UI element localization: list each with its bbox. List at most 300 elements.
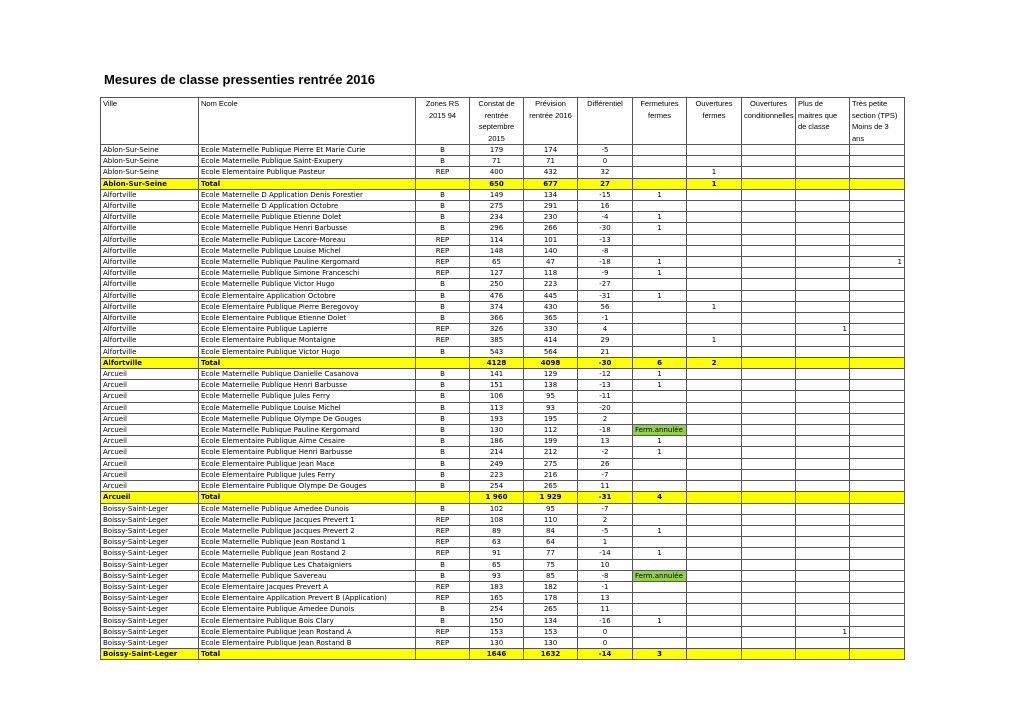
- cell-ouvertures: [687, 212, 742, 223]
- cell-zone: B: [416, 145, 470, 156]
- cell-ville: Alfortville: [101, 257, 199, 268]
- cell-plus-de-maitres: [796, 369, 850, 380]
- cell-ville: Arcueil: [101, 458, 199, 469]
- cell-ouvertures: [687, 223, 742, 234]
- cell-ouvertures-cond: [742, 525, 796, 536]
- cell-ouvertures-cond: [742, 413, 796, 424]
- cell-ville: Boissy-Saint-Leger: [101, 537, 199, 548]
- cell-plus-de-maitres: [796, 637, 850, 648]
- cell-ouvertures: 2: [687, 357, 742, 368]
- table-body: [101, 145, 905, 660]
- cell-constat: 127: [470, 268, 524, 279]
- cell-nom-ecole: Ecole Elementaire Jacques Prevert A: [199, 581, 416, 592]
- cell-prevision: 130: [524, 637, 578, 648]
- table-row: [101, 268, 905, 279]
- cell-differentiel: 0: [578, 156, 633, 167]
- cell-prevision: 118: [524, 268, 578, 279]
- cell-differentiel: -1: [578, 313, 633, 324]
- cell-ouvertures: [687, 346, 742, 357]
- table-row: [101, 189, 905, 200]
- cell-nom-ecole: Ecole Elementaire Application Octobre: [199, 290, 416, 301]
- cell-constat: 1646: [470, 649, 524, 660]
- table-row: [101, 245, 905, 256]
- cell-prevision: 110: [524, 514, 578, 525]
- cell-ouvertures: [687, 391, 742, 402]
- table-row: [101, 447, 905, 458]
- cell-ville: Ablon-Sur-Seine: [101, 156, 199, 167]
- cell-ville: Boissy-Saint-Leger: [101, 503, 199, 514]
- table-row: [101, 279, 905, 290]
- cell-ouvertures: 1: [687, 335, 742, 346]
- cell-prevision: 71: [524, 156, 578, 167]
- header-nom-ecole: Nom Ecole: [199, 98, 416, 145]
- cell-ville: Ablon-Sur-Seine: [101, 145, 199, 156]
- cell-prevision: 195: [524, 413, 578, 424]
- cell-fermetures: 1: [633, 268, 687, 279]
- table-row: [101, 626, 905, 637]
- cell-zone: [416, 492, 470, 503]
- cell-ouvertures-cond: [742, 447, 796, 458]
- cell-fermetures: 6: [633, 357, 687, 368]
- cell-ouvertures: [687, 481, 742, 492]
- header-fermetures: Fermetures fermes: [633, 98, 687, 145]
- cell-constat: 1 960: [470, 492, 524, 503]
- cell-constat: 326: [470, 324, 524, 335]
- cell-differentiel: -8: [578, 570, 633, 581]
- cell-ouvertures: [687, 413, 742, 424]
- cell-differentiel: 2: [578, 514, 633, 525]
- table-row: [101, 167, 905, 178]
- cell-ouvertures: [687, 570, 742, 581]
- cell-zone: B: [416, 380, 470, 391]
- cell-differentiel: -12: [578, 369, 633, 380]
- cell-ouvertures-cond: [742, 369, 796, 380]
- cell-differentiel: -14: [578, 548, 633, 559]
- cell-nom-ecole: Total: [199, 357, 416, 368]
- cell-differentiel: -14: [578, 649, 633, 660]
- cell-constat: 102: [470, 503, 524, 514]
- cell-tps: [850, 346, 905, 357]
- cell-nom-ecole: Total: [199, 492, 416, 503]
- cell-tps: [850, 604, 905, 615]
- cell-differentiel: 21: [578, 346, 633, 357]
- cell-ouvertures-cond: [742, 537, 796, 548]
- cell-constat: 296: [470, 223, 524, 234]
- header-ouvertures: Ouvertures fermes: [687, 98, 742, 145]
- cell-prevision: 77: [524, 548, 578, 559]
- cell-differentiel: 29: [578, 335, 633, 346]
- cell-ville: Boissy-Saint-Leger: [101, 604, 199, 615]
- cell-plus-de-maitres: [796, 604, 850, 615]
- cell-differentiel: -20: [578, 402, 633, 413]
- cell-plus-de-maitres: [796, 357, 850, 368]
- cell-differentiel: -13: [578, 380, 633, 391]
- cell-differentiel: -27: [578, 279, 633, 290]
- cell-zone: B: [416, 604, 470, 615]
- cell-fermetures: [633, 156, 687, 167]
- cell-constat: 130: [470, 637, 524, 648]
- cell-ouvertures: [687, 581, 742, 592]
- cell-prevision: 134: [524, 189, 578, 200]
- cell-constat: 93: [470, 570, 524, 581]
- cell-constat: 179: [470, 145, 524, 156]
- cell-nom-ecole: Ecole Maternelle Publique Les Chataigniers: [199, 559, 416, 570]
- cell-nom-ecole: Ecole Maternelle Publique Simone Franceschi: [199, 268, 416, 279]
- cell-constat: 275: [470, 201, 524, 212]
- cell-ouvertures-cond: [742, 212, 796, 223]
- cell-zone: B: [416, 559, 470, 570]
- cell-fermetures: [633, 481, 687, 492]
- cell-ouvertures-cond: [742, 514, 796, 525]
- cell-prevision: 182: [524, 581, 578, 592]
- cell-fermetures: 1: [633, 615, 687, 626]
- cell-differentiel: -30: [578, 357, 633, 368]
- table-row: [101, 335, 905, 346]
- cell-tps: [850, 537, 905, 548]
- cell-prevision: 134: [524, 615, 578, 626]
- cell-prevision: 230: [524, 212, 578, 223]
- cell-zone: [416, 178, 470, 189]
- cell-zone: REP: [416, 245, 470, 256]
- cell-nom-ecole: Ecole Elementaire Publique Etienne Dolet: [199, 313, 416, 324]
- cell-tps: [850, 290, 905, 301]
- table-row: [101, 548, 905, 559]
- cell-ouvertures: [687, 604, 742, 615]
- cell-zone: REP: [416, 335, 470, 346]
- cell-zone: B: [416, 223, 470, 234]
- cell-tps: [850, 279, 905, 290]
- cell-ville: Alfortville: [101, 223, 199, 234]
- header-ville: Ville: [101, 98, 199, 145]
- cell-tps: [850, 413, 905, 424]
- cell-fermetures: [633, 178, 687, 189]
- cell-constat: 183: [470, 581, 524, 592]
- cell-differentiel: 0: [578, 626, 633, 637]
- cell-zone: B: [416, 615, 470, 626]
- cell-prevision: 1 929: [524, 492, 578, 503]
- cell-fermetures: [633, 503, 687, 514]
- cell-plus-de-maitres: [796, 492, 850, 503]
- cell-differentiel: -11: [578, 391, 633, 402]
- cell-constat: 250: [470, 279, 524, 290]
- cell-nom-ecole: Ecole Elementaire Publique Jean Mace: [199, 458, 416, 469]
- cell-differentiel: 1: [578, 537, 633, 548]
- cell-plus-de-maitres: [796, 570, 850, 581]
- cell-tps: [850, 447, 905, 458]
- cell-ouvertures-cond: [742, 189, 796, 200]
- cell-ville: Boissy-Saint-Leger: [101, 570, 199, 581]
- cell-ouvertures: [687, 559, 742, 570]
- cell-prevision: 266: [524, 223, 578, 234]
- cell-zone: B: [416, 481, 470, 492]
- cell-plus-de-maitres: [796, 413, 850, 424]
- cell-nom-ecole: Ecole Maternelle Publique Pierre Et Marie Curie: [199, 145, 416, 156]
- cell-fermetures: [633, 346, 687, 357]
- cell-nom-ecole: Ecole Maternelle Publique Savereau: [199, 570, 416, 581]
- cell-fermetures: [633, 167, 687, 178]
- cell-plus-de-maitres: [796, 156, 850, 167]
- cell-ville: Boissy-Saint-Leger: [101, 548, 199, 559]
- cell-ouvertures-cond: [742, 593, 796, 604]
- cell-prevision: 445: [524, 290, 578, 301]
- cell-ville: Arcueil: [101, 436, 199, 447]
- table-row: [101, 481, 905, 492]
- cell-constat: 4128: [470, 357, 524, 368]
- cell-constat: 148: [470, 245, 524, 256]
- cell-zone: B: [416, 313, 470, 324]
- cell-ville: Boissy-Saint-Leger: [101, 525, 199, 536]
- cell-constat: 214: [470, 447, 524, 458]
- cell-ouvertures-cond: [742, 436, 796, 447]
- cell-fermetures: [633, 469, 687, 480]
- table-row: [101, 637, 905, 648]
- cell-zone: REP: [416, 593, 470, 604]
- cell-prevision: 93: [524, 402, 578, 413]
- cell-nom-ecole: Ecole Elementaire Publique Jean Rostand A: [199, 626, 416, 637]
- cell-nom-ecole: Ecole Maternelle Publique Amedee Dunois: [199, 503, 416, 514]
- cell-ville: Alfortville: [101, 245, 199, 256]
- cell-plus-de-maitres: 1: [796, 626, 850, 637]
- cell-nom-ecole: Ecole Maternelle Publique Saint-Exupery: [199, 156, 416, 167]
- cell-fermetures: [633, 201, 687, 212]
- cell-ouvertures-cond: [742, 245, 796, 256]
- cell-tps: [850, 178, 905, 189]
- cell-tps: [850, 301, 905, 312]
- cell-constat: 254: [470, 604, 524, 615]
- cell-fermetures: [633, 301, 687, 312]
- cell-fermetures: [633, 593, 687, 604]
- cell-ville: Boissy-Saint-Leger: [101, 514, 199, 525]
- cell-constat: 150: [470, 615, 524, 626]
- cell-differentiel: 13: [578, 593, 633, 604]
- cell-constat: 165: [470, 593, 524, 604]
- cell-ouvertures-cond: [742, 637, 796, 648]
- cell-tps: [850, 649, 905, 660]
- total-row: [101, 492, 905, 503]
- cell-zone: REP: [416, 234, 470, 245]
- cell-plus-de-maitres: [796, 447, 850, 458]
- cell-plus-de-maitres: [796, 503, 850, 514]
- header-row: [101, 98, 905, 145]
- cell-zone: REP: [416, 626, 470, 637]
- cell-plus-de-maitres: [796, 436, 850, 447]
- cell-plus-de-maitres: [796, 145, 850, 156]
- cell-ouvertures: [687, 369, 742, 380]
- cell-differentiel: -31: [578, 290, 633, 301]
- cell-constat: 193: [470, 413, 524, 424]
- cell-differentiel: 11: [578, 604, 633, 615]
- cell-prevision: 174: [524, 145, 578, 156]
- cell-nom-ecole: Ecole Maternelle Publique Etienne Dolet: [199, 212, 416, 223]
- cell-differentiel: -5: [578, 525, 633, 536]
- cell-tps: [850, 492, 905, 503]
- cell-prevision: 84: [524, 525, 578, 536]
- header-constat: Constat de rentrée septembre 2015: [470, 98, 524, 145]
- cell-ouvertures-cond: [742, 268, 796, 279]
- cell-plus-de-maitres: [796, 178, 850, 189]
- cell-zone: REP: [416, 581, 470, 592]
- table-row: [101, 212, 905, 223]
- cell-ouvertures: [687, 145, 742, 156]
- cell-constat: 65: [470, 257, 524, 268]
- header-zones: Zones RS 2015 94: [416, 98, 470, 145]
- cell-tps: [850, 380, 905, 391]
- cell-differentiel: -13: [578, 234, 633, 245]
- cell-ouvertures-cond: [742, 481, 796, 492]
- cell-tps: [850, 369, 905, 380]
- cell-ouvertures: [687, 189, 742, 200]
- cell-tps: [850, 570, 905, 581]
- cell-constat: 108: [470, 514, 524, 525]
- cell-constat: 151: [470, 380, 524, 391]
- cell-fermetures: [633, 413, 687, 424]
- cell-tps: [850, 436, 905, 447]
- table-row: [101, 537, 905, 548]
- cell-ville: Arcueil: [101, 402, 199, 413]
- table-row: [101, 402, 905, 413]
- cell-differentiel: -2: [578, 447, 633, 458]
- cell-fermetures: [633, 234, 687, 245]
- cell-ouvertures: [687, 615, 742, 626]
- cell-fermetures: 4: [633, 492, 687, 503]
- cell-plus-de-maitres: [796, 391, 850, 402]
- cell-constat: 89: [470, 525, 524, 536]
- cell-ouvertures: [687, 268, 742, 279]
- cell-fermetures: [633, 335, 687, 346]
- cell-ouvertures-cond: [742, 649, 796, 660]
- cell-prevision: 265: [524, 481, 578, 492]
- class-measures-table: [100, 97, 905, 660]
- header-tps: Très petite section (TPS) Moins de 3 ans: [850, 98, 905, 145]
- cell-differentiel: 27: [578, 178, 633, 189]
- cell-differentiel: 0: [578, 637, 633, 648]
- cell-ouvertures: [687, 436, 742, 447]
- table-row: [101, 458, 905, 469]
- cell-ouvertures-cond: [742, 380, 796, 391]
- cell-ville: Alfortville: [101, 189, 199, 200]
- cell-ouvertures-cond: [742, 626, 796, 637]
- header-ouvertures-cond: Ouvertures conditionnelles: [742, 98, 796, 145]
- cell-ville: Boissy-Saint-Leger: [101, 559, 199, 570]
- cell-nom-ecole: Ecole Maternelle Publique Louise Michel: [199, 245, 416, 256]
- cell-plus-de-maitres: [796, 346, 850, 357]
- cell-differentiel: -5: [578, 145, 633, 156]
- cell-ouvertures-cond: [742, 156, 796, 167]
- cell-fermetures: 1: [633, 290, 687, 301]
- cell-ouvertures: [687, 425, 742, 436]
- cell-zone: B: [416, 279, 470, 290]
- cell-plus-de-maitres: [796, 615, 850, 626]
- table-row: [101, 413, 905, 424]
- header-plus-de-maitres: Plus de maitres que de classe: [796, 98, 850, 145]
- cell-ouvertures-cond: [742, 402, 796, 413]
- cell-zone: B: [416, 413, 470, 424]
- cell-plus-de-maitres: [796, 525, 850, 536]
- cell-nom-ecole: Ecole Maternelle Publique Danielle Casanova: [199, 369, 416, 380]
- cell-zone: B: [416, 369, 470, 380]
- cell-nom-ecole: Ecole Maternelle Publique Jean Rostand 2: [199, 548, 416, 559]
- cell-differentiel: -1: [578, 581, 633, 592]
- table-row: [101, 615, 905, 626]
- cell-tps: [850, 402, 905, 413]
- cell-prevision: 212: [524, 447, 578, 458]
- cell-ville: Boissy-Saint-Leger: [101, 626, 199, 637]
- cell-constat: 130: [470, 425, 524, 436]
- cell-nom-ecole: Ecole Maternelle Publique Victor Hugo: [199, 279, 416, 290]
- cell-ouvertures-cond: [742, 469, 796, 480]
- cell-tps: [850, 234, 905, 245]
- cell-plus-de-maitres: 1: [796, 324, 850, 335]
- cell-ouvertures-cond: [742, 604, 796, 615]
- cell-ouvertures: [687, 649, 742, 660]
- cell-ouvertures-cond: [742, 145, 796, 156]
- cell-nom-ecole: Ecole Elementaire Publique Henri Barbusse: [199, 447, 416, 458]
- cell-plus-de-maitres: [796, 234, 850, 245]
- cell-constat: 114: [470, 234, 524, 245]
- table-row: [101, 469, 905, 480]
- table-row: [101, 436, 905, 447]
- cell-ouvertures: [687, 201, 742, 212]
- cell-ouvertures: [687, 537, 742, 548]
- cell-zone: REP: [416, 537, 470, 548]
- cell-differentiel: -7: [578, 503, 633, 514]
- cell-prevision: 85: [524, 570, 578, 581]
- cell-zone: REP: [416, 525, 470, 536]
- cell-tps: [850, 503, 905, 514]
- cell-ouvertures: [687, 290, 742, 301]
- cell-plus-de-maitres: [796, 402, 850, 413]
- cell-tps: [850, 145, 905, 156]
- cell-fermetures: [633, 279, 687, 290]
- cell-zone: B: [416, 436, 470, 447]
- cell-nom-ecole: Ecole Maternelle Publique Pauline Kergomard: [199, 425, 416, 436]
- cell-plus-de-maitres: [796, 290, 850, 301]
- page-title: Mesures de classe pressenties rentrée 2016: [104, 72, 376, 87]
- cell-ouvertures: [687, 525, 742, 536]
- cell-constat: 223: [470, 469, 524, 480]
- cell-ouvertures: 1: [687, 301, 742, 312]
- cell-zone: B: [416, 391, 470, 402]
- cell-tps: [850, 189, 905, 200]
- cell-zone: B: [416, 570, 470, 581]
- table-row: [101, 201, 905, 212]
- cell-fermetures: 1: [633, 257, 687, 268]
- cell-prevision: 75: [524, 559, 578, 570]
- cell-ouvertures-cond: [742, 167, 796, 178]
- cell-nom-ecole: Ecole Elementaire Publique Amedee Dunois: [199, 604, 416, 615]
- cell-ouvertures: [687, 279, 742, 290]
- table-row: [101, 425, 905, 436]
- cell-prevision: 330: [524, 324, 578, 335]
- cell-fermetures: 1: [633, 369, 687, 380]
- cell-ouvertures-cond: [742, 615, 796, 626]
- cell-ville: Alfortville: [101, 313, 199, 324]
- cell-prevision: 216: [524, 469, 578, 480]
- cell-differentiel: 13: [578, 436, 633, 447]
- cell-tps: [850, 615, 905, 626]
- cell-differentiel: -18: [578, 257, 633, 268]
- cell-ouvertures-cond: [742, 581, 796, 592]
- cell-plus-de-maitres: [796, 201, 850, 212]
- table-row: [101, 257, 905, 268]
- cell-zone: B: [416, 469, 470, 480]
- table-row: [101, 570, 905, 581]
- cell-nom-ecole: Ecole Elementaire Publique Olympe De Gouges: [199, 481, 416, 492]
- cell-ouvertures-cond: [742, 548, 796, 559]
- cell-prevision: 677: [524, 178, 578, 189]
- cell-nom-ecole: Total: [199, 649, 416, 660]
- cell-tps: 1: [850, 257, 905, 268]
